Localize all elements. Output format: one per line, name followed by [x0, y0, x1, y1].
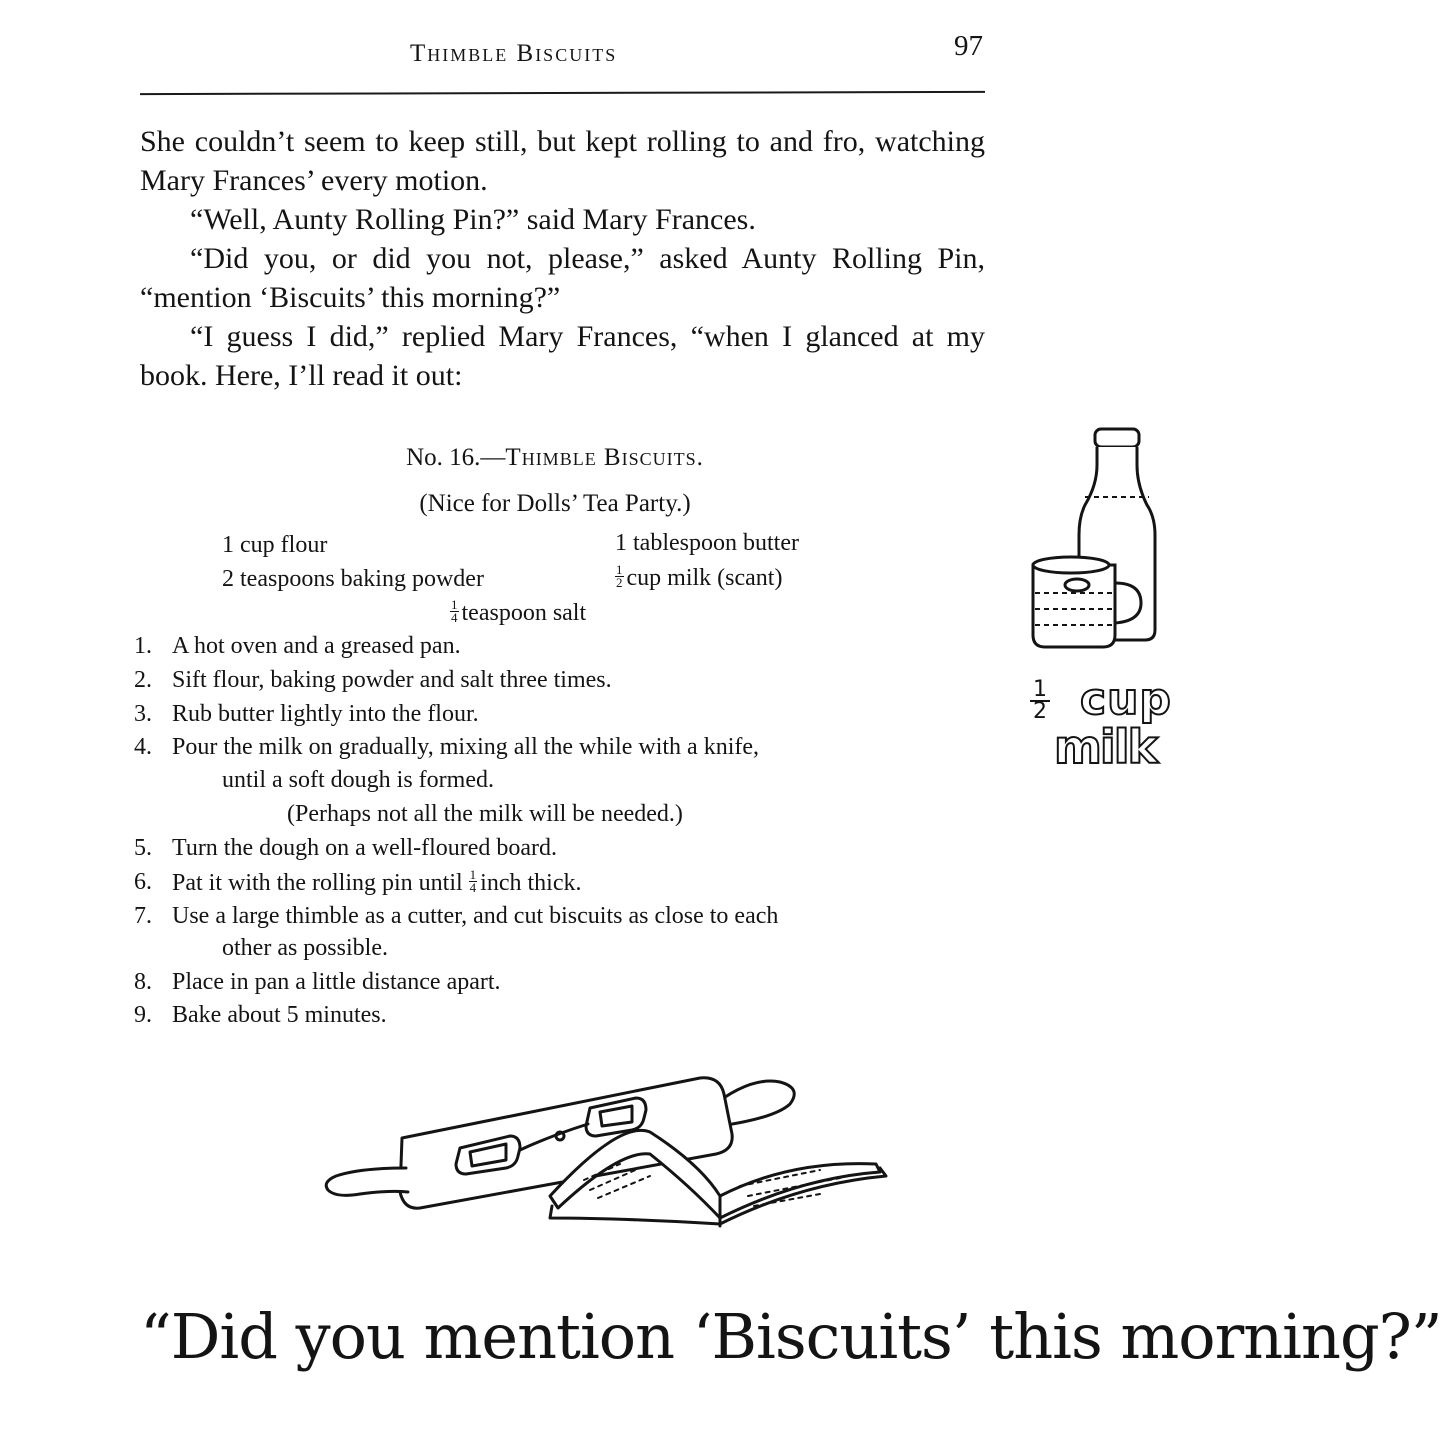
milk-word: milk: [1054, 720, 1157, 774]
ingredient-milk: $\frac{1}{2}$ cup milk (scant): [616, 562, 783, 591]
paragraph-4: “I guess I did,” replied Mary Frances, “when I glanced at my book. Here, I’ll read it out:: [140, 320, 985, 392]
step-text: Pour the milk on gradually, mixing all the while with a knife,: [172, 734, 760, 760]
milk-bottle-cup-illustration: [1025, 425, 1175, 650]
step-text-continued: other as possible.: [222, 935, 388, 961]
milk-fraction: $\frac{1}{2}$: [616, 562, 623, 590]
paragraph-3: “Did you, or did you not, please,” asked Aunty Rolling Pin, “mention ‘Biscuits’ this morning?”: [140, 242, 985, 314]
running-head: [140, 30, 985, 74]
page-number: 97: [954, 30, 983, 62]
step-number: 4.: [134, 734, 152, 760]
paragraph-1: She couldn’t seem to keep still, but kept rolling to and fro, watching Mary Frances’ every motion.: [140, 125, 985, 197]
step-text: Turn the dough on a well-floured board.: [172, 835, 558, 861]
running-title: Thimble Biscuits: [410, 40, 618, 67]
step-number: 3.: [134, 701, 152, 727]
ingredient-salt: $\frac{1}{4}$ teaspoon salt: [451, 597, 587, 626]
half-fraction: 1 2: [1030, 680, 1050, 722]
step-number: 7.: [134, 903, 152, 929]
step-text: Sift flour, baking powder and salt three times.: [172, 667, 612, 693]
step-number: 6.: [134, 869, 152, 895]
step-number: 9.: [134, 1002, 152, 1028]
ingredient-baking-powder: 2 teaspoons baking powder: [222, 566, 484, 592]
thickness-fraction: $\frac{1}{4}$: [469, 867, 477, 895]
step-number: 2.: [134, 667, 152, 693]
step-number: 8.: [134, 969, 152, 995]
step-text: Place in pan a little distance apart.: [172, 969, 501, 995]
step-text: Pat it with the rolling pin until $\frac{1}{4}$ inch thick.: [172, 867, 582, 896]
step-text: A hot oven and a greased pan.: [172, 633, 461, 659]
rolling-pin-book-illustration: [320, 1068, 900, 1258]
cup-milk-label: [1030, 674, 1180, 790]
step-note: (Perhaps not all the milk will be needed.): [287, 801, 683, 827]
recipe-heading: [140, 444, 970, 472]
salt-fraction: $\frac{1}{4}$: [451, 597, 458, 625]
ingredient-flour: 1 cup flour: [222, 532, 328, 558]
recipe-subtitle: (Nice for Dolls’ Tea Party.): [419, 490, 691, 517]
step-text: Bake about 5 minutes.: [172, 1002, 387, 1028]
recipe-title: Thimble Biscuits.: [505, 444, 704, 471]
step-number: 1.: [134, 633, 152, 659]
ingredient-butter: 1 tablespoon butter: [615, 530, 799, 556]
header-rule: [140, 91, 985, 95]
step-text-continued: until a soft dough is formed.: [222, 767, 494, 793]
step-number: 5.: [134, 835, 152, 861]
step-text: Rub butter lightly into the flour.: [172, 701, 479, 727]
step-text: Use a large thimble as a cutter, and cut biscuits as close to each: [172, 903, 779, 929]
cup-word: cup: [1080, 674, 1172, 725]
recipe-number: No. 16.—: [406, 444, 506, 471]
paragraph-2: “Well, Aunty Rolling Pin?” said Mary Frances.: [190, 203, 756, 236]
illustration-caption: “Did you mention ‘Biscuits’ this morning?”: [140, 1300, 1442, 1373]
